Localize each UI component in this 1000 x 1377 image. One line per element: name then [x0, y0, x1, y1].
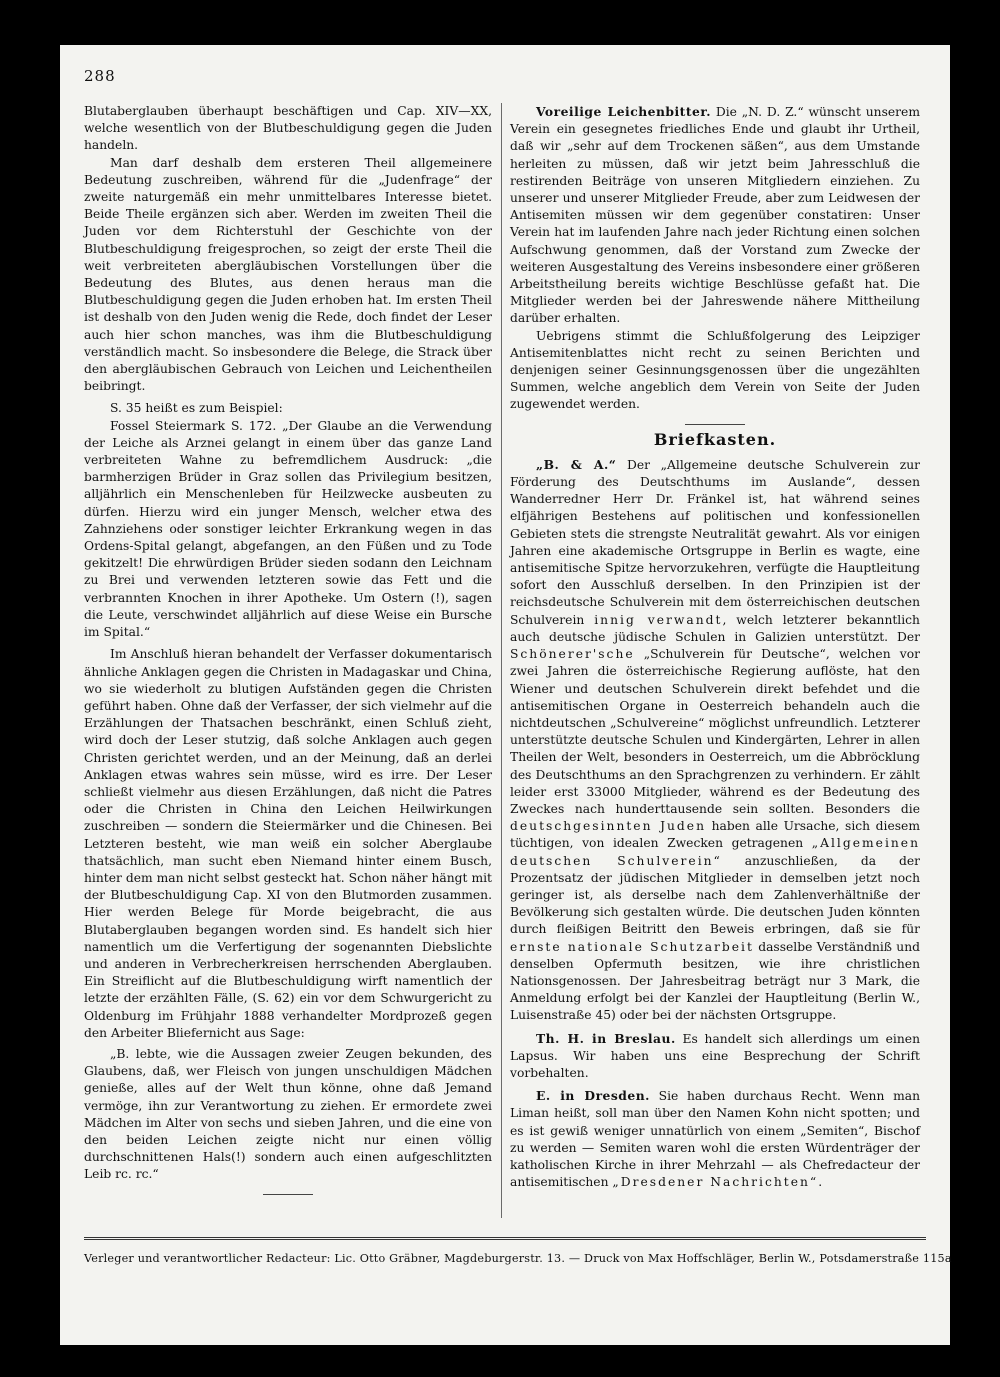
- spaced-emphasis: „Allgemeinen deutschen Schulverein“: [510, 836, 920, 868]
- letter-entry-dresden: [510, 1087, 920, 1191]
- letter-lead: E. in Dresden.: [536, 1088, 650, 1104]
- letter-body: haben alle Ursache, sich diesem tüchtigen, von idealen Zwecken getragenen: [510, 819, 920, 851]
- notice-body: Die „N. D. Z.“ wünscht unserem Verein ein gesegnetes friedliches Ende und glaubt ihr Urtheil, daß wir „sehr auf dem Trockenen säßen“, aus dem Umstande herleiten zu müssen, daß wir jetzt beim Jahresschluß die restirenden Beiträge von unseren Mitgliedern einziehen. Zu unserer und unserer Mitglieder Freude, aber zum Leidwesen der Antisemiten müssen wir dem gegenüber constatiren: Unser Verein hat im laufenden Jahre nach jeder Richtung einen solchen Aufschwung genommen, daß der Vorstand zum Zwecke der weiteren Ausgestaltung des Vereins insbesondere einer größeren Arbeitstheilung bereits wichtige Beschlüsse gefaßt hat. Die Mitglieder werden bei der Jahreswende nähere Mittheilung darüber erhalten.: [510, 105, 920, 326]
- letter-entry-breslau: [510, 1030, 920, 1083]
- letter-body: , welch letzterer bekanntlich auch deutsche jüdische Schulen in Galizien unterstützt. Der: [510, 612, 920, 644]
- paragraph: Im Anschluß hieran behandelt der Verfasser dokumentarisch ähnliche Anklagen gegen die Christen in Madagaskar und China, wo sie wiederholt zu blutigen Aufständen gegen die Christen geführt haben. Ohne daß der Verfasser, der sich vielmehr auf die Erzählungen der Thatsachen beschränkt, einen Schluß zieht, wird doch der Leser stutzig, daß solche Anklagen auch gegen Christen gerichtet werden, und an der Meinung, daß an derlei Anklagen etwas wahres sein müsse, wird es irre. Der Leser schließt vielmehr aus diesen Erzählungen, daß nicht die Patres oder die Christen in China den Leichen Heilwirkungen zuschreiben — sondern die Steiermärker und die Chinesen. Bei Letzteren besteht, wie man weiß ein solcher Aberglaube thatsächlich, man sucht eben Niemand hinter einem Busch, hinter dem man nicht selbst gesteckt hat. Schon näher hängt mit der Blutbeschuldigung Cap. XI von den Blutmorden zusammen. Hier werden Belege für Morde beigebracht, die aus Blutaberglauben begangen worden sind. Es handelt sich hier namentlich um die Verfertigung der sogenannten Diebslichte und anderen in Verbrecherkreisen herrschenden Aberglauben. Ein Streiflicht auf die Blutbeschuldigung wirft namentlich der letzte der erzählten Fälle, (S. 62) ein vor dem Schwurgericht zu Oldenburg im Frühjahr 1888 verhandelter Mordprozeß gegen den Arbeiter Bliefernicht aus Sage:: [84, 647, 492, 1040]
- letter-entry-ba: [510, 456, 920, 1025]
- quote-paragraph: Fossel Steiermark S. 172. „Der Glaube an die Verwendung der Leiche als Arznei gelangt in einem über das ganze Land verbreiteten Wahne zu befremdlichem Ausdruck: „die barmherzigen Brüder in Graz sollen das Privilegium besitzen, alljährlich ein Menschenleben für Heilzwecke ausbeuten zu dürfen. Hierzu wird ein junger Mensch, welcher etwa des Zahnziehens oder sonstiger leichter Erkrankung wegen in das Ordens-Spital gelangt, abgefangen, an den Füßen und zu Tode gekitzelt! Die ehrwürdigen Brüder sieden sodann den Leichnam zu Brei und verwenden letzteren sowie das Fett und die verbrannten Knochen in ihrer Apotheke. Um Ostern (!), sagen die Leute, verschwindet alljährlich auf diese Weise ein Bursche im Spital.“: [84, 418, 492, 640]
- letter-lead: Th. H. in Breslau.: [536, 1030, 676, 1046]
- letter-body: Der „Allgemeine deutsche Schulverein zur Förderung des Deutschthums im Auslande“, dessen Wanderredner Herr Dr. Fränkel ist, hat während seines elfjährigen Bestehens auf politischen und konfessionellen Gebieten stets die strengste Neutralität gewahrt. Als vor einigen Jahren eine akademische Ortsgruppe in Berlin es wagte, eine antisemitische Spitze hervorzukehren, verfügte die Hauptleitung sofort den Ausschluß derselben. In den Prinzipien ist der reichsdeutsche Schulverein mit dem österreichischen deutschen Schulverein: [510, 457, 921, 627]
- notice-lead: Voreilige Leichenbitter.: [536, 104, 711, 119]
- newspaper-page: [60, 45, 950, 1345]
- paragraph: S. 35 heißt es zum Beispiel:: [110, 401, 283, 416]
- section-heading-briefkasten: Briefkasten.: [653, 429, 777, 449]
- letter-body: „Schulverein für Deutsche“, welchen vor zwei Jahren die österreichische Regierung auflöste, hat den Wiener und deutschen Schulverein direkt befehdet und die antisemitischen Organe in Oesterreich behandeln auch die nichtdeutschen „Schulvereine“ möglichst unfreundlich. Letzterer unterstützte deutsche Schulen und Kindergärten, Lehrer in allen Theilen der Welt, besonders in Oesterreich, um die Abbröcklung des Deutschthums an den Sprachgrenzen zu verhindern. Er zählt leider erst 33000 Mitglieder, während es der Bedeutung des Zweckes nach hunderttausende sein sollten. Besonders die: [510, 647, 920, 816]
- letter-body: anzuschließen, da der Prozentsatz der jüdischen Mitglieder in demselben jetzt noch geringer ist, als derselbe nach dem Zahlenverhältniße der Bevölkerung sich gestalten würde. Die deutschen Juden könnten durch fleißigen Beitritt den Beweis erbringen, daß sie für: [510, 853, 920, 937]
- page-number: 288: [84, 67, 116, 85]
- spaced-emphasis: ernste nationale Schutzarbeit: [510, 939, 754, 954]
- letter-body: .: [818, 1175, 823, 1190]
- paragraph: Uebrigens stimmt die Schlußfolgerung des Leipziger Antisemitenblattes nicht recht zu seinen Berichten und denjenigen seiner Gesinnungsgenossen über die ungezählten Summen, welche angeblich dem Verein von Seite der Juden zugewendet werden.: [510, 328, 920, 412]
- notice-voreilige-leichenbitter: [510, 103, 920, 328]
- letter-lead: „B. & A.“: [536, 456, 617, 472]
- spaced-emphasis: deutschgesinnten Juden: [510, 819, 707, 834]
- spaced-emphasis: innig verwandt: [594, 612, 723, 627]
- spaced-emphasis: „Dresdener Nachrichten“: [612, 1175, 819, 1190]
- spaced-emphasis: Schönerer'sche: [510, 647, 635, 662]
- section-rule: [685, 424, 745, 425]
- footer-rule: [84, 1237, 926, 1240]
- column-divider: [501, 103, 502, 1218]
- letter-body: dasselbe Verständniß und denselben Opfermuth besitzen, wie ihre christlichen Nationsgenossen. Der Jahresbeitrag beträgt nur 3 Mark, die Anmeldung erfolgt bei der Kanzlei der Hauptleitung (Berlin W., Luisenstraße 45) oder bei der nächsten Ortsgruppe.: [510, 939, 920, 1023]
- paragraph: Blutaberglauben überhaupt beschäftigen und Cap. XIV—XX, welche wesentlich von der Blutbeschuldigung gegen die Juden handeln.: [84, 104, 492, 153]
- end-rule: [263, 1194, 313, 1195]
- imprint-line: Verleger und verantwortlicher Redacteur: Lic. Otto Gräbner, Magdeburgerstr. 13. — Druck von Max Hoffschläger, Berlin W., Potsdamerstraße 115a: [84, 1252, 952, 1265]
- letter-body: Es handelt sich allerdings um einen Lapsus. Wir haben uns eine Besprechung der Schrift vorbehalten.: [510, 1031, 920, 1080]
- left-column: [84, 103, 492, 1195]
- quote-paragraph: „B. lebte, wie die Aussagen zweier Zeugen bekunden, des Glaubens, daß, wer Fleisch von jungen unschuldigen Mädchen genieße, alles auf der Welt thun könne, ohne daß Jemand vermöge, ihn zur Verantwortung zu ziehen. Er ermordete zwei Mädchen im Alter von sechs und sieben Jahren, und die eine von den beiden Leichen zeigte nicht nur einen völlig durchschnittenen Hals(!) sondern auch einen aufgeschlitzten Leib rc. rc.“: [84, 1046, 492, 1182]
- right-column: [510, 103, 920, 1191]
- paragraph: Man darf deshalb dem ersteren Theil allgemeinere Bedeutung zuschreiben, während für die „Judenfrage“ der zweite naturgemäß ein mehr unmittelbares Interesse bietet. Beide Theile ergänzen sich aber. Werden im zweiten Theil die Juden vor dem Richterstuhl der Geschichte von der Blutbeschuldigung freigesprochen, so zeigt der erste Theil die weit verbreiteten abergläubischen Vorstellungen über die Bedeutung des Blutes, aus denen heraus man die Blutbeschuldigung gegen die Juden erhoben hat. Im ersten Theil ist deshalb von den Juden wenig die Rede, doch findet der Leser auch hier schon manches, was ihm die Blutbeschuldigung verständlich macht. So insbesondere die Belege, die Strack über den abergläubischen Gebrauch von Leichen und Leichentheilen beibringt.: [84, 155, 492, 394]
- letter-body: Sie haben durchaus Recht. Wenn man Liman heißt, soll man über den Namen Kohn nicht spotten; und es ist gewiß weniger unnatürlich von einem „Semiten“, Bischof zu werden — Semiten waren wohl die ersten Würdenträger der katholischen Kirche in ihrer Mehrzahl — als Chefredacteur der antisemitischen: [510, 1089, 920, 1190]
